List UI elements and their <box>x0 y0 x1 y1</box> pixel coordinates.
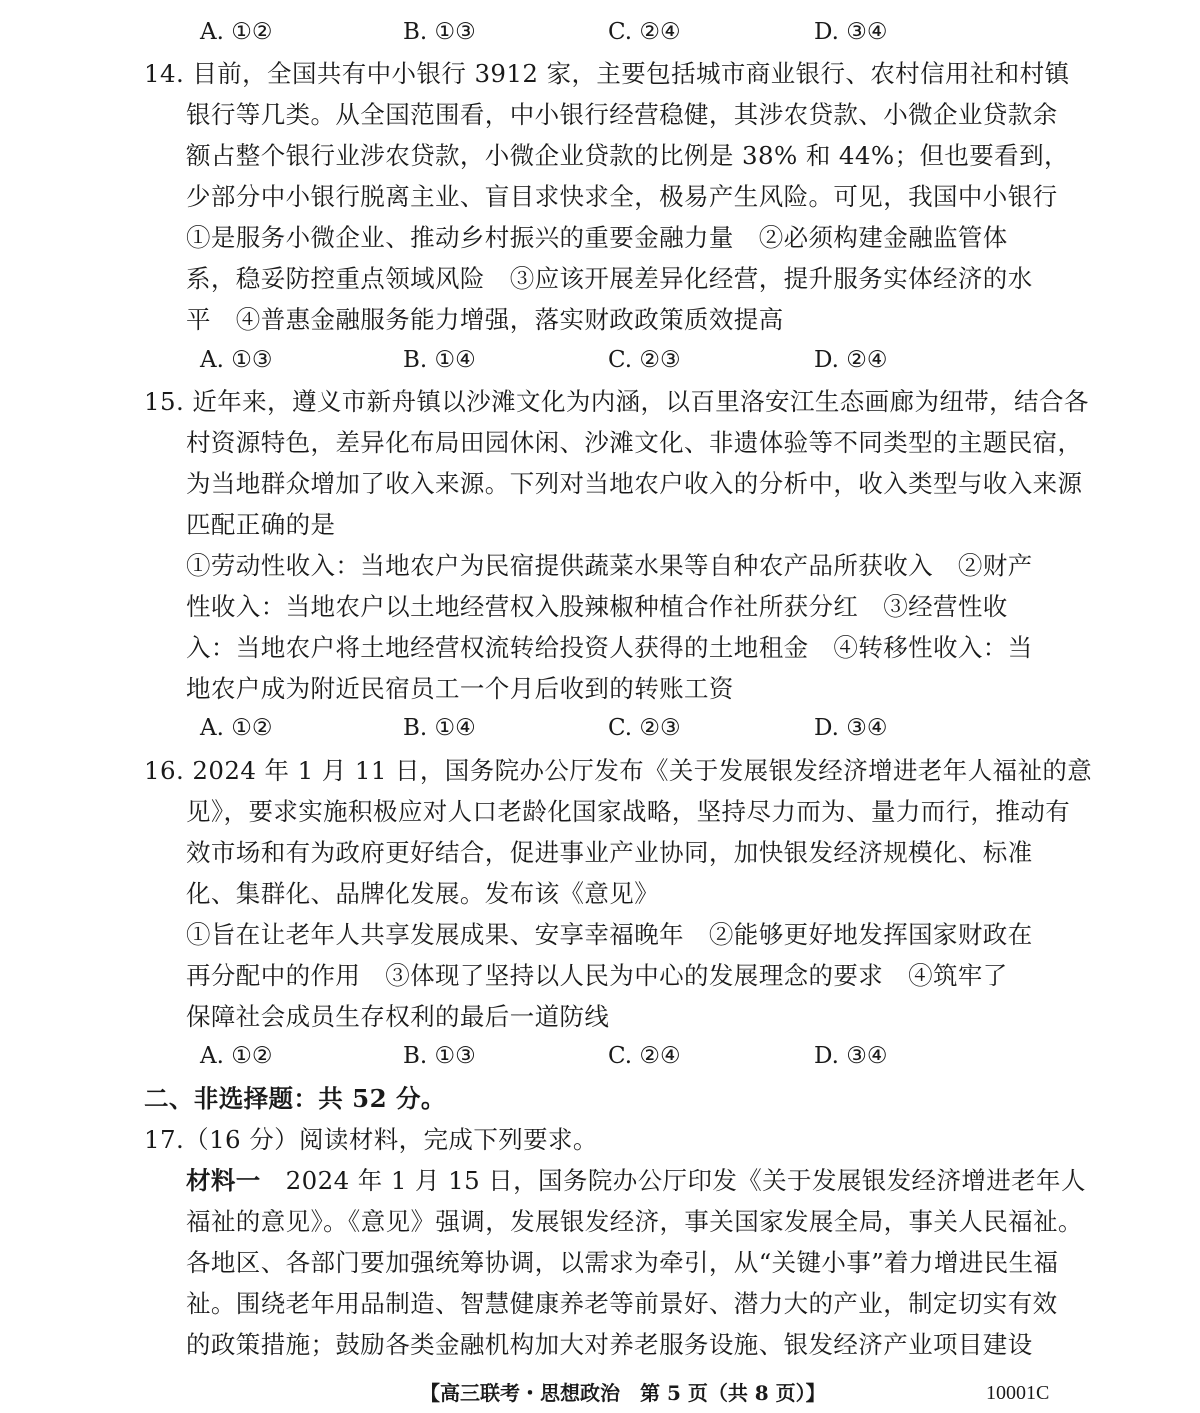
q17-material-line-3: 各地区、各部门要加强统筹协调，以需求为牵引，从“关键小事”着力增进民生福 <box>186 1248 1059 1277</box>
q13-option-b[interactable]: B. ①③ <box>403 19 476 45</box>
q14-option-c[interactable]: C. ②③ <box>608 347 681 373</box>
q15-line-1: 15. 近年来，遵义市新舟镇以沙滩文化为内涵，以百里洛安江生态画廊为纽带，结合各 <box>144 387 1089 416</box>
q16-line-1: 16. 2024 年 1 月 11 日，国务院办公厅发布《关于发展银发经济增进老年人福祉的意 <box>144 756 1093 785</box>
q15-line-6: 性收入：当地农户以土地经营权入股辣椒种植合作社所获分红 ③经营性收 <box>186 592 1008 621</box>
q14-line-7: 平 ④普惠金融服务能力增强，落实财政政策质效提高 <box>186 305 784 334</box>
q14-line-5: ①是服务小微企业、推动乡村振兴的重要金融力量 ②必须构建金融监管体 <box>186 223 1008 252</box>
q14-option-b[interactable]: B. ①④ <box>403 347 476 373</box>
paper-code: 10001C <box>986 1382 1050 1404</box>
q14-line-3: 额占整个银行业涉农贷款，小微企业贷款的比例是 38% 和 44%；但也要看到， <box>186 141 1069 170</box>
q16-option-b[interactable]: B. ①③ <box>403 1043 476 1069</box>
q16-line-4: 化、集群化、品牌化发展。发布该《意见》 <box>186 879 660 908</box>
q14-option-a[interactable]: A. ①③ <box>200 347 273 373</box>
q16-line-7: 保障社会成员生存权利的最后一道防线 <box>186 1002 610 1031</box>
q17-material-line-5: 的政策措施；鼓励各类金融机构加大对养老服务设施、银发经济产业项目建设 <box>186 1330 1033 1359</box>
q15-line-8: 地农户成为附近民宿员工一个月后收到的转账工资 <box>186 674 734 703</box>
q16-option-a[interactable]: A. ①② <box>200 1043 273 1069</box>
q13-option-a[interactable]: A. ①② <box>200 19 273 45</box>
q15-line-3: 为当地群众增加了收入来源。下列对当地农户收入的分析中，收入类型与收入来源 <box>186 469 1083 498</box>
q14-line-4: 少部分中小银行脱离主业、盲目求快求全，极易产生风险。可见，我国中小银行 <box>186 182 1058 211</box>
q15-line-7: 入：当地农户将土地经营权流转给投资人获得的土地租金 ④转移性收入：当 <box>186 633 1033 662</box>
q16-line-2: 见》，要求实施积极应对人口老龄化国家战略，坚持尽力而为、量力而行，推动有 <box>186 797 1071 826</box>
q15-options <box>200 711 920 745</box>
section-heading: 二、非选择题：共 52 分。 <box>144 1084 446 1113</box>
q15-option-a[interactable]: A. ①② <box>200 715 273 741</box>
q13-options <box>200 15 920 49</box>
q14-line-2: 银行等几类。从全国范围看，中小银行经营稳健，其涉农贷款、小微企业贷款余 <box>186 100 1058 129</box>
q17-intro: 17.（16 分）阅读材料，完成下列要求。 <box>144 1125 598 1154</box>
q14-line-6: 系，稳妥防控重点领域风险 ③应该开展差异化经营，提升服务实体经济的水 <box>186 264 1033 293</box>
q17-material-line-4: 祉。围绕老年用品制造、智慧健康养老等前景好、潜力大的产业，制定切实有效 <box>186 1289 1058 1318</box>
q16-line-5: ①旨在让老年人共享发展成果、安享幸福晚年 ②能够更好地发挥国家财政在 <box>186 920 1033 949</box>
q15-line-2: 村资源特色，差异化布局田园休闲、沙滩文化、非遗体验等不同类型的主题民宿， <box>186 428 1083 457</box>
q16-line-3: 效市场和有为政府更好结合，促进事业产业协同，加快银发经济规模化、标准 <box>186 838 1033 867</box>
q15-option-c[interactable]: C. ②③ <box>608 715 681 741</box>
q17-material-line-2: 福祉的意见》。《意见》强调，发展银发经济，事关国家发展全局，事关人民福祉。 <box>186 1207 1083 1236</box>
q14-options <box>200 343 920 377</box>
q17-material-line-1 <box>186 1162 1086 1200</box>
q16-option-d[interactable]: D. ③④ <box>814 1043 888 1069</box>
q15-line-5: ①劳动性收入：当地农户为民宿提供蔬菜水果等自种农产品所获收入 ②财产 <box>186 551 1033 580</box>
q14-option-d[interactable]: D. ②④ <box>814 347 888 373</box>
q16-option-c[interactable]: C. ②④ <box>608 1043 681 1069</box>
q13-option-d[interactable]: D. ③④ <box>814 19 888 45</box>
material-label: 材料一 <box>186 1166 261 1195</box>
q16-options <box>200 1039 920 1073</box>
q17-material-text-1: 2024 年 1 月 15 日，国务院办公厅印发《关于发展银发经济增进老年人 <box>260 1166 1086 1195</box>
q14-line-1: 14. 目前，全国共有中小银行 3912 家，主要包括城市商业银行、农村信用社和村镇 <box>144 59 1070 88</box>
q16-line-6: 再分配中的作用 ③体现了坚持以人民为中心的发展理念的要求 ④筑牢了 <box>186 961 1008 990</box>
page-footer: 【高三联考・思想政治 第 5 页（共 8 页）】 <box>420 1381 826 1405</box>
q15-option-d[interactable]: D. ③④ <box>814 715 888 741</box>
q15-option-b[interactable]: B. ①④ <box>403 715 476 741</box>
q13-option-c[interactable]: C. ②④ <box>608 19 681 45</box>
q15-line-4: 匹配正确的是 <box>186 510 336 539</box>
